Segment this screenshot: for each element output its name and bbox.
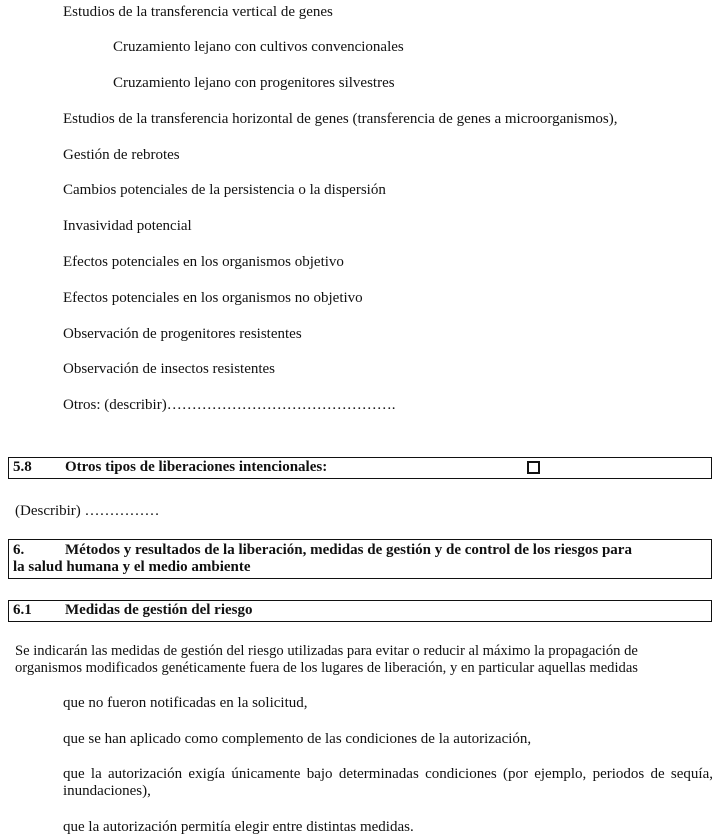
measure-item: que la autorización permitía elegir entre distintas medidas. — [63, 819, 414, 835]
study-item-resistant-progenitors: Observación de progenitores resistentes — [63, 326, 302, 342]
study-item-resistant-insects: Observación de insectos resistentes — [63, 361, 276, 377]
measure-item: que la autorización exigía únicamente bajo determinadas condiciones (por ejemplo, periodos de sequía, inundaciones), — [63, 766, 713, 799]
measure-item: que se han aplicado como complemento de las condiciones de la autorización, — [63, 731, 532, 747]
section-5-8-header — [8, 457, 712, 479]
study-subitem-wild-progenitors: Cruzamiento lejano con progenitores silvestres — [113, 75, 395, 91]
describe-field: (Describir) …………… — [15, 503, 160, 519]
intro-line-2: organismos modificados genéticamente fuera de los lugares de liberación, y en particular aquellas medidas — [15, 660, 638, 676]
study-item-regrowth: Gestión de rebrotes — [63, 147, 180, 163]
section-number: 6.1 — [13, 602, 32, 618]
study-item-others: Otros: (describir)………………………………………. — [63, 397, 396, 413]
measure-item: que no fueron notificadas en la solicitud, — [63, 695, 308, 711]
study-item-target-organisms: Efectos potenciales en los organismos objetivo — [63, 254, 344, 270]
section-6-line2: la salud humana y el medio ambiente — [13, 559, 251, 575]
section-title: Otros tipos de liberaciones intencionales: — [65, 459, 328, 475]
section-number: 5.8 — [13, 459, 32, 475]
study-item-vertical-transfer: Estudios de la transferencia vertical de genes — [63, 4, 333, 20]
section-number: 6. — [13, 542, 25, 558]
study-item-horizontal-transfer: Estudios de la transferencia horizontal de genes (transferencia de genes a microorganismos), — [63, 111, 618, 127]
section-6-line1 — [13, 542, 707, 559]
study-item-invasiveness: Invasividad potencial — [63, 218, 192, 234]
checkbox-5-8[interactable] — [527, 461, 540, 474]
section-6-header — [8, 539, 712, 579]
section-6-1-header — [8, 600, 712, 622]
study-item-nontarget-organisms: Efectos potenciales en los organismos no objetivo — [63, 290, 363, 306]
section-title: Métodos y resultados de la liberación, medidas de gestión y de control de los riesgos para — [65, 542, 632, 558]
intro-line-1: Se indicarán las medidas de gestión del riesgo utilizadas para evitar o reducir al máximo la propagación de — [15, 643, 638, 659]
section-title: Medidas de gestión del riesgo — [65, 602, 253, 618]
study-item-persistence: Cambios potenciales de la persistencia o la dispersión — [63, 182, 386, 198]
study-subitem-conventional-crops: Cruzamiento lejano con cultivos convencionales — [113, 39, 404, 55]
